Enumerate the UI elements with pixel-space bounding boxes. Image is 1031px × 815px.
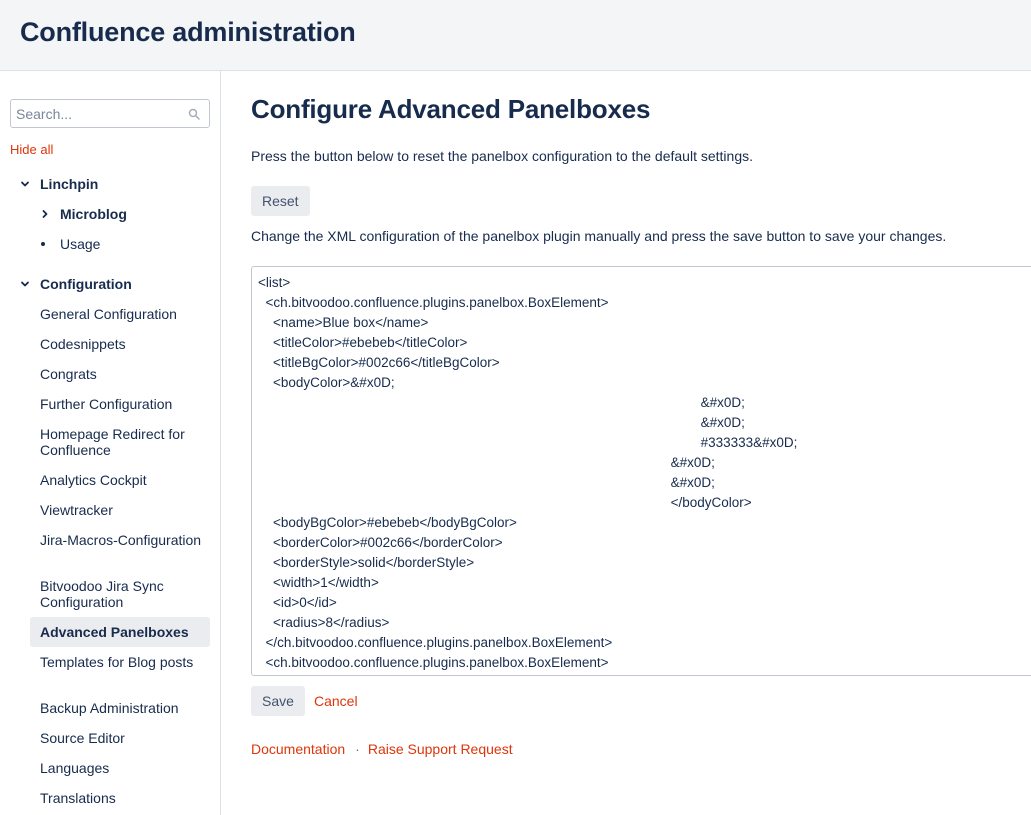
sidebar-item-viewtracker[interactable]: Viewtracker	[40, 502, 113, 518]
sidebar-item-languages[interactable]: Languages	[40, 760, 110, 776]
reset-button[interactable]: Reset	[251, 186, 310, 216]
app-header	[0, 0, 1031, 71]
nav-group-linchpin[interactable]	[0, 169, 220, 199]
nav-group-label: Configuration	[40, 276, 132, 292]
sidebar-item-jira-sync-configuration[interactable]: Bitvoodoo Jira Sync Configuration	[40, 578, 164, 610]
page-header-title: Confluence administration	[20, 17, 356, 47]
nav-item-usage[interactable]	[0, 229, 220, 259]
hide-all-link[interactable]: Hide all	[10, 142, 54, 157]
sidebar-item-codesnippets[interactable]: Codesnippets	[40, 336, 126, 352]
nav-group-label: Linchpin	[40, 176, 99, 192]
sidebar-item-congrats[interactable]: Congrats	[40, 366, 97, 382]
xml-description: Change the XML configuration of the panelbox plugin manually and press the save button to save your changes.	[251, 228, 947, 244]
nav-group-configuration[interactable]	[0, 269, 220, 299]
search-icon[interactable]	[188, 108, 200, 120]
save-button[interactable]: Save	[251, 686, 305, 716]
sidebar-item-templates-blog-posts[interactable]: Templates for Blog posts	[40, 654, 194, 670]
documentation-link[interactable]: Documentation	[251, 741, 346, 757]
sidebar-search[interactable]	[10, 99, 210, 128]
footer-links	[251, 741, 513, 757]
page-title: Configure Advanced Panelboxes	[251, 94, 651, 124]
reset-description: Press the button below to reset the panelbox configuration to the default settings.	[251, 148, 753, 164]
chevron-down-icon	[20, 179, 30, 189]
sidebar-item-homepage-redirect[interactable]: Homepage Redirect for Confluence	[40, 426, 185, 458]
sidebar-item-backup-administration[interactable]: Backup Administration	[40, 700, 179, 716]
search-input[interactable]	[16, 103, 176, 124]
nav-item-microblog[interactable]	[0, 199, 220, 229]
xml-config-content: <list> <ch.bitvoodoo.confluence.plugins.panelbox.BoxElement> <name>Blue box</name> <titleColor>#ebebeb</titleColor> <titleBgColor>#002c66</titleBgColor> <bodyColor>&#x0D; &#x0D; &#x0D; #333333&#x0D; &#x0D; &#x0D; </bodyColor> <bodyBgColor>#ebebeb</bodyBgColor> <borderColor>#002c66</borderColor> <borderStyle>solid</borderStyle> <width>1</width> <id>0</id> <radius>8</radius> </ch.bitvoodoo.confluence.plugins.panelbox.BoxElement> <ch.bitvoodoo.confluence.plugins.panelbox.BoxElement>	[258, 275, 798, 670]
xml-config-textarea[interactable]	[251, 266, 1031, 676]
cancel-button[interactable]: Cancel	[314, 693, 358, 709]
main-content	[221, 71, 1031, 815]
chevron-right-icon	[40, 209, 50, 219]
bullet-icon	[41, 242, 45, 246]
sidebar-item-translations[interactable]: Translations	[40, 790, 116, 806]
sidebar-item-jira-macros-configuration[interactable]: Jira-Macros-Configuration	[40, 532, 202, 548]
sidebar-item-further-configuration[interactable]: Further Configuration	[40, 396, 173, 412]
raise-support-request-link[interactable]: Raise Support Request	[367, 741, 513, 757]
nav-item-label: Microblog	[60, 206, 127, 222]
sidebar-item-analytics-cockpit[interactable]: Analytics Cockpit	[40, 472, 147, 488]
sidebar-item-general-configuration[interactable]: General Configuration	[40, 306, 177, 322]
chevron-down-icon	[20, 279, 30, 289]
sidebar-item-source-editor[interactable]: Source Editor	[40, 730, 125, 746]
admin-sidebar	[0, 71, 221, 815]
nav-item-label: Usage	[60, 236, 101, 252]
sidebar-item-advanced-panelboxes[interactable]: Advanced Panelboxes	[30, 617, 210, 647]
footer-separator: ·	[355, 741, 360, 757]
